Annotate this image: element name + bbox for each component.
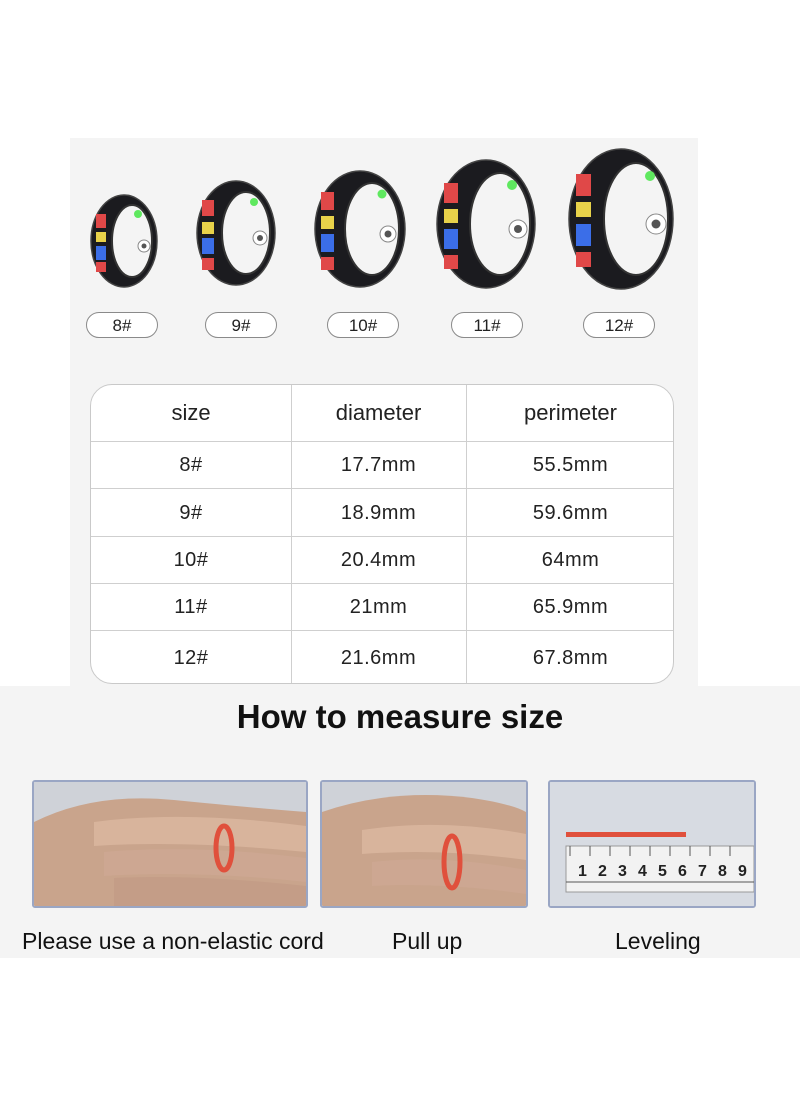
step-caption-cord: Please use a non-elastic cord bbox=[22, 928, 324, 954]
cell-diameter: 21.6mm bbox=[340, 647, 417, 669]
cell-size: 10# bbox=[173, 549, 209, 571]
size-label-10: 10# bbox=[327, 312, 399, 338]
size-label-9: 9# bbox=[205, 312, 277, 338]
cell-diameter: 17.7mm bbox=[340, 454, 417, 476]
ring-11-image bbox=[434, 157, 538, 291]
hand-with-cord-icon bbox=[32, 780, 308, 908]
cell-diameter: 20.4mm bbox=[340, 549, 417, 571]
cell-perimeter: 59.6mm bbox=[532, 501, 609, 524]
ring-8-image bbox=[88, 192, 160, 290]
cell-perimeter: 64mm bbox=[541, 549, 600, 571]
cell-perimeter: 65.9mm bbox=[532, 596, 609, 618]
ruler-number: 5 bbox=[658, 863, 667, 880]
cell-diameter: 18.9mm bbox=[340, 501, 417, 524]
table-row bbox=[91, 488, 673, 537]
ring-10-image bbox=[312, 168, 408, 290]
step-caption-leveling: Leveling bbox=[615, 928, 701, 954]
ring-12-image bbox=[566, 146, 676, 292]
cell-size: 9# bbox=[179, 501, 203, 524]
header-diameter: diameter bbox=[335, 400, 422, 425]
table-row bbox=[91, 630, 673, 684]
step-caption-pull-up: Pull up bbox=[392, 928, 463, 954]
size-label-11: 11# bbox=[451, 312, 523, 338]
size-chart-table bbox=[90, 384, 674, 684]
ruler-number: 1 bbox=[578, 863, 587, 880]
ruler-number: 6 bbox=[678, 863, 687, 880]
cell-diameter: 21mm bbox=[349, 596, 408, 618]
howto-title: How to measure size bbox=[236, 698, 564, 735]
cell-perimeter: 67.8mm bbox=[532, 647, 609, 669]
cell-perimeter: 55.5mm bbox=[532, 454, 609, 476]
hand-pulling-cord-icon bbox=[320, 780, 528, 908]
table-row bbox=[91, 441, 673, 489]
ruler-number: 8 bbox=[718, 863, 727, 880]
table-row bbox=[91, 536, 673, 584]
header-perimeter: perimeter bbox=[524, 400, 617, 425]
size-label-12: 12# bbox=[583, 312, 655, 338]
ruler-number: 3 bbox=[618, 863, 627, 880]
ruler-number: 9 bbox=[738, 863, 747, 880]
table-row bbox=[91, 583, 673, 631]
size-label-8: 8# bbox=[86, 312, 158, 338]
ring-9-image bbox=[194, 178, 278, 288]
cell-size: 8# bbox=[179, 454, 203, 476]
ring-gallery bbox=[0, 0, 800, 350]
cell-size: 12# bbox=[173, 647, 209, 669]
ruler-number: 4 bbox=[638, 863, 647, 880]
ruler-with-cord-icon bbox=[548, 780, 756, 908]
ruler-number: 7 bbox=[698, 863, 707, 880]
header-size: size bbox=[171, 400, 211, 425]
cell-size: 11# bbox=[174, 596, 208, 618]
table-header-row bbox=[91, 385, 673, 441]
ruler-number: 2 bbox=[598, 863, 607, 880]
